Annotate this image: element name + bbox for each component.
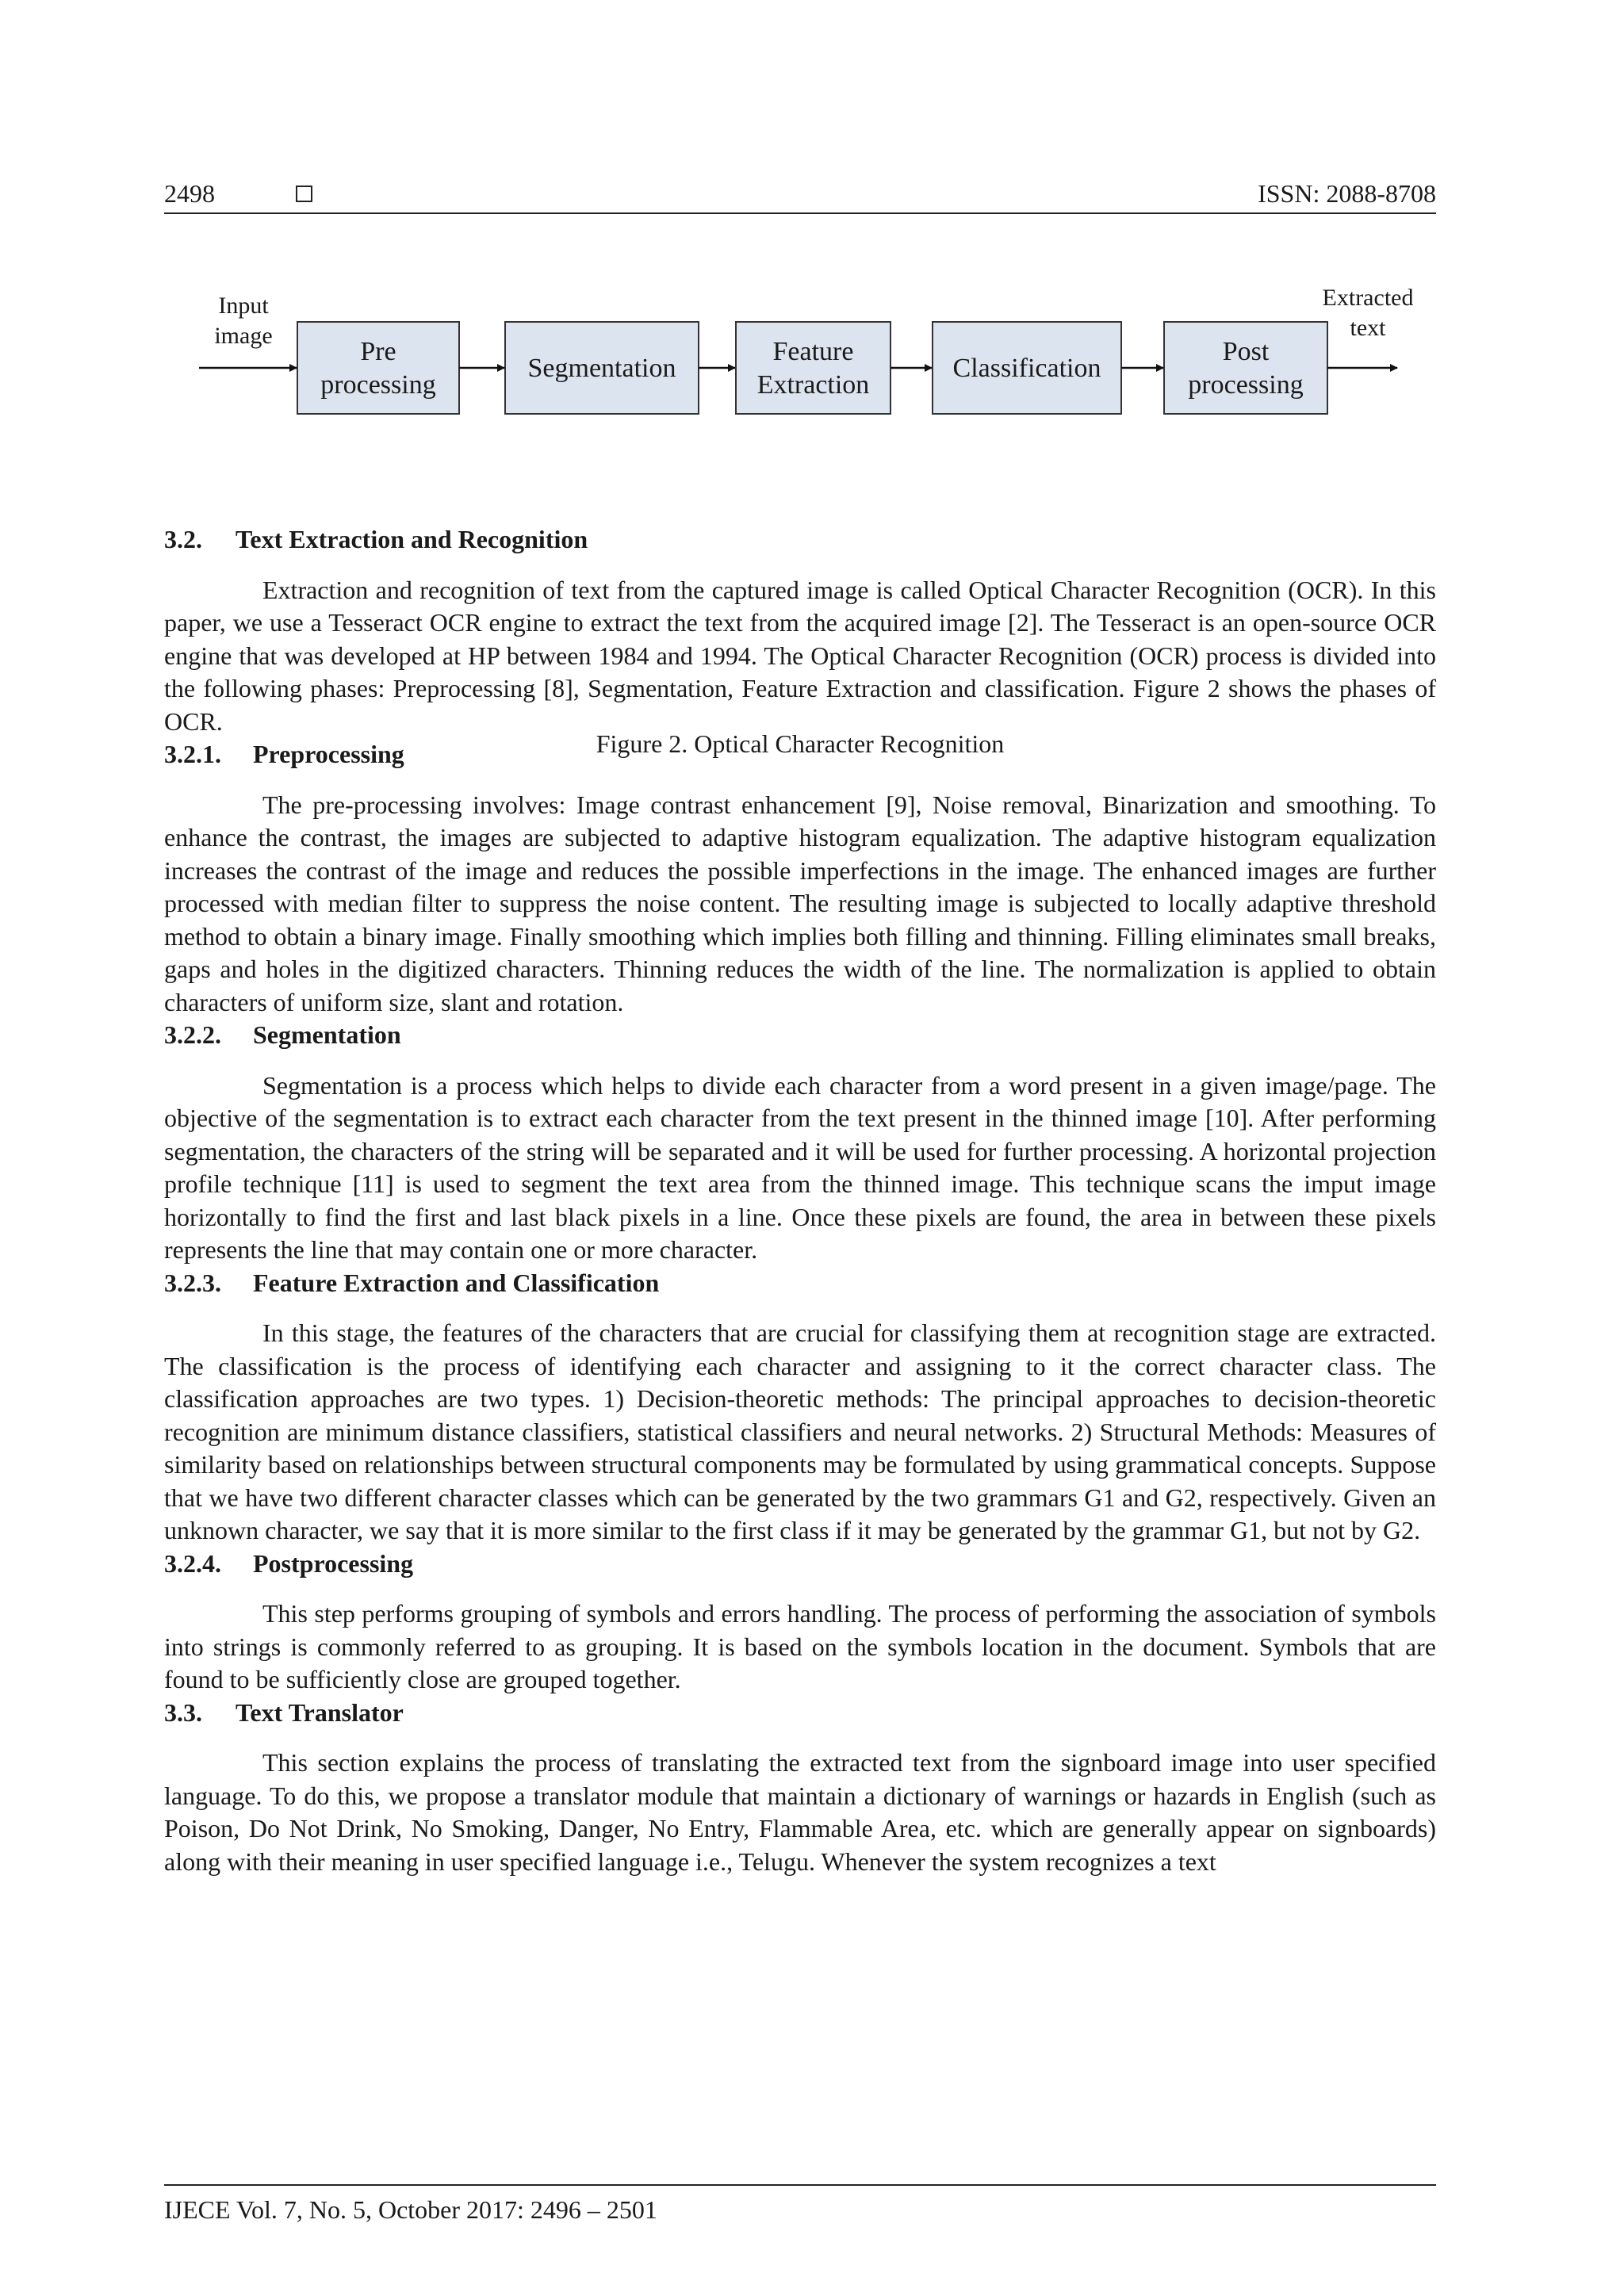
section-heading bbox=[164, 1019, 1436, 1052]
output-label-line2: text bbox=[1350, 315, 1386, 341]
flow-box bbox=[505, 322, 699, 414]
issn: ISSN: 2088-8708 bbox=[1258, 179, 1436, 208]
figure-caption: Figure 2. Optical Character Recognition bbox=[596, 729, 1005, 758]
section-paragraph: In this stage, the features of the characters that are crucial for classifying them at recognition stage are extracted. The classification is the process of identifying each character and assigning to it the correct character class. The classification approaches are two types. 1) Decision-theoretic methods: The principal approaches to decision-theoretic recognition are minimum distance classifiers, statistical classifiers and neural networks. 2) Structural Methods: Measures of similarity based on relationships between structural components may be formulated by using grammatical concepts. Suppose that we have two different character classes which can be generated by the two grammars G1 and G2, respectively. Given an unknown character, we say that it is more similar to the first class if it may be generated by the grammar G1, but not by G2. bbox=[164, 1318, 1436, 1544]
section-number: 3.2.4. bbox=[164, 1548, 221, 1578]
section-3-2-2 bbox=[164, 1019, 1436, 1267]
section-number: 3.2. bbox=[164, 525, 202, 553]
flow-diagram-svg bbox=[164, 285, 1436, 444]
section-paragraph: This step performs grouping of symbols and errors handling. The process of performing the association of symbols into strings is commonly referred to as grouping. It is based on the symbols location in the document. Symbols that are found to be sufficiently close are grouped together. bbox=[164, 1599, 1436, 1693]
section-number: 3.2.1. bbox=[164, 740, 221, 768]
page-header bbox=[164, 176, 1436, 214]
flow-box-rect bbox=[297, 322, 459, 414]
output-label-line1: Extracted bbox=[1322, 285, 1414, 311]
section-paragraph: Extraction and recognition of text from the captured image is called Optical Character Recognition (OCR). In this paper, we use a Tesseract OCR engine to extract the text from the acquired image [2]. The Tesseract is an open-source OCR engine that was developed at HP between 1984 and 1994. The Optical Character Recognition (OCR) process is divided into the following phases: Preprocessing [8], Segmentation, Feature Extraction and classification. Figure 2 shows the phases of OCR. bbox=[164, 575, 1436, 736]
page-footer: IJECE Vol. 7, No. 5, October 2017: 2496 – 2501 bbox=[164, 2184, 1436, 2225]
flow-box-label: processing bbox=[320, 370, 436, 400]
section-3-2-1 bbox=[164, 738, 1436, 1019]
section-number: 3.2.2. bbox=[164, 1020, 221, 1049]
flow-box-label: processing bbox=[1188, 370, 1304, 400]
section-title: Feature Extraction and Classification bbox=[253, 1268, 660, 1297]
flow-box bbox=[1164, 322, 1327, 414]
section-paragraph: The pre-processing involves: Image contrast enhancement [9], Noise removal, Binarization and smoothing. To enhance the contrast, the images are subjected to adaptive histogram equalization. The adaptive histogram equalization increases the contrast of the image and reduces the possible imperfections in the image. The enhanced images are further processed with median filter to suppress the noise content. The resulting image is subjected to locally adaptive threshold method to obtain a binary image. Finally smoothing which implies both filling and thinning. Filling eliminates small breaks, gaps and holes in the digitized characters. Thinning reduces the width of the line. The normalization is applied to obtain characters of uniform size, slant and rotation. bbox=[164, 790, 1436, 1016]
section-3-2-3 bbox=[164, 1267, 1436, 1548]
section-title: Text Extraction and Recognition bbox=[236, 525, 588, 553]
section-3-3 bbox=[164, 1697, 1436, 1879]
section-3-2 bbox=[164, 523, 1436, 738]
section-number: 3.3. bbox=[164, 1697, 202, 1727]
section-heading bbox=[164, 1697, 1436, 1730]
section-paragraph: This section explains the process of translating the extracted text from the signboard image into user specified language. To do this, we propose a translator module that maintain a dictionary of warnings or hazards in English (such as Poison, Do Not Drink, No Smoking, Danger, No Entry, Flammable Area, etc. which are generally appear on signboards) along with their meaning in user specified language i.e., Telugu. Whenever the system recognizes a text bbox=[164, 1748, 1436, 1876]
page-number: 2498 bbox=[164, 179, 215, 208]
flow-box-label: Extraction bbox=[756, 370, 870, 400]
flow-box-rect bbox=[736, 322, 891, 414]
flow-box-label: Pre bbox=[360, 337, 396, 366]
flow-box bbox=[736, 322, 891, 414]
flow-box-label: Post bbox=[1222, 337, 1270, 366]
section-3-2-4 bbox=[164, 1548, 1436, 1697]
flow-box-rect bbox=[1164, 322, 1327, 414]
flow-box-label: Segmentation bbox=[527, 354, 676, 383]
input-label-line2: image bbox=[214, 323, 273, 349]
section-title: Segmentation bbox=[253, 1020, 401, 1049]
section-title: Preprocessing bbox=[253, 740, 404, 768]
section-heading bbox=[164, 738, 1436, 771]
section-number: 3.2.3. bbox=[164, 1268, 221, 1297]
flow-box-label: Classification bbox=[952, 354, 1101, 383]
square-icon bbox=[296, 186, 312, 202]
section-title: Postprocessing bbox=[253, 1548, 414, 1578]
section-title: Text Translator bbox=[236, 1697, 404, 1727]
section-heading bbox=[164, 523, 1436, 557]
article-body bbox=[164, 523, 1436, 1878]
flow-box bbox=[297, 322, 459, 414]
input-label-line1: Input bbox=[218, 293, 269, 319]
section-heading bbox=[164, 1267, 1436, 1300]
section-heading bbox=[164, 1548, 1436, 1581]
flow-box-label: Feature bbox=[772, 337, 854, 366]
section-paragraph: Segmentation is a process which helps to divide each character from a word present in a given image/page. The objective of the segmentation is to extract each character from the text present in the thinned image [10]. After performing segmentation, the characters of the string will be separated and it will be used for further processing. A horizontal projection profile technique [11] is used to segment the text area from the thinned image. This technique scans the imput image horizontally to find the first and last black pixels in a line. Once these pixels are found, the area in between these pixels represents the line that may contain one or more character. bbox=[164, 1070, 1436, 1264]
flow-box bbox=[933, 322, 1121, 414]
